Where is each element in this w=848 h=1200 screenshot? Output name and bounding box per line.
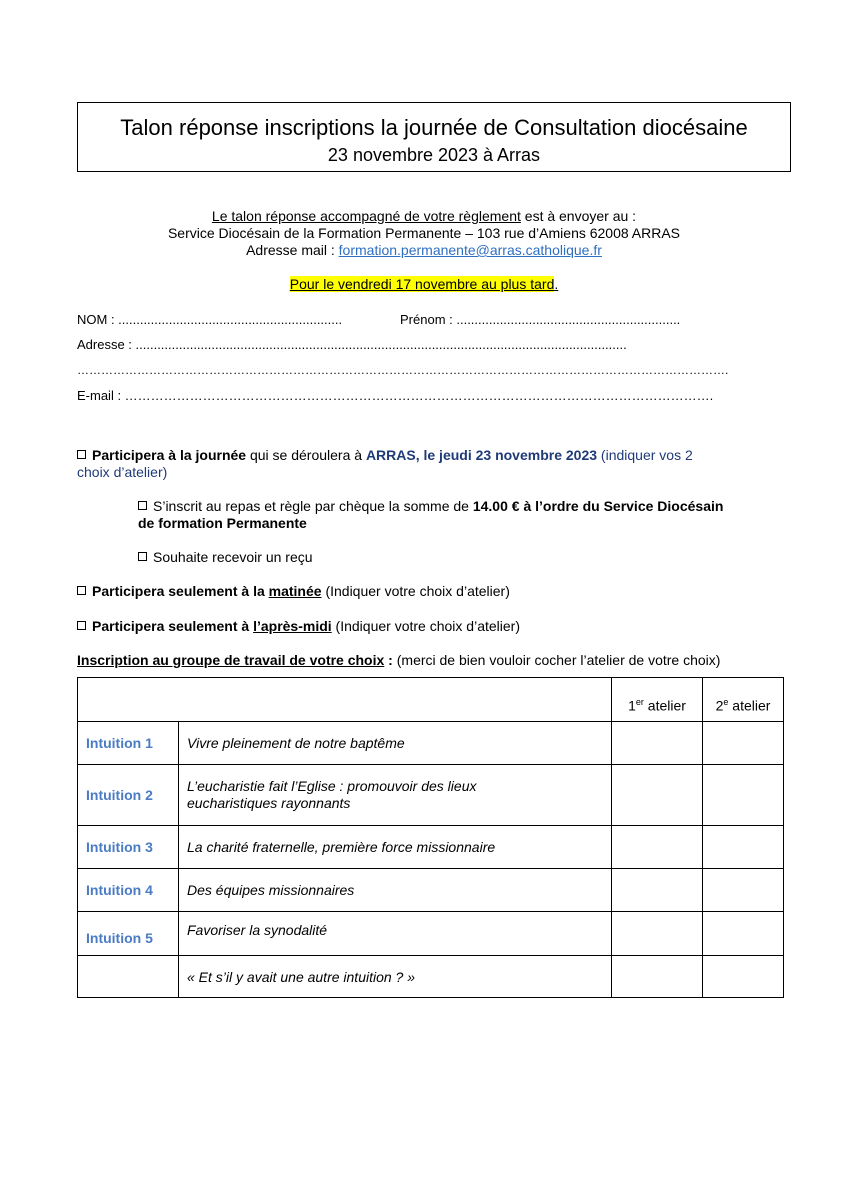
intuition-label: Intuition 3 (78, 826, 179, 869)
mail-line (0, 241, 848, 259)
col-second-atelier (703, 678, 784, 722)
checkbox-morning[interactable] (77, 586, 86, 595)
option-morning-label: Participera seulement à la (92, 583, 269, 599)
second-atelier-cell[interactable] (703, 722, 784, 765)
intuition-label (78, 956, 179, 998)
second-atelier-cell[interactable] (703, 912, 784, 956)
group-heading-colon: : (384, 652, 393, 668)
second-atelier-cell[interactable] (703, 956, 784, 998)
option-morning-underlined: matinée (268, 583, 322, 599)
intuition-theme: Vivre pleinement de notre baptême (179, 722, 612, 765)
table-row (78, 765, 784, 826)
group-heading-note: (merci de bien vouloir cocher l’atelier de votre choix) (392, 652, 721, 668)
first-atelier-cell[interactable] (612, 912, 703, 956)
nom-field[interactable]: NOM : .............................................................. (77, 312, 343, 327)
option-afternoon-label: Participera seulement à (92, 618, 254, 634)
option-afternoon (77, 618, 520, 635)
checkbox-afternoon[interactable] (77, 621, 86, 630)
option-morning-note: (Indiquer votre choix d’atelier) (321, 583, 510, 599)
intuition-theme: La charité fraternelle, première force missionnaire (179, 826, 612, 869)
intuition-label: Intuition 1 (78, 722, 179, 765)
instructions-lead-underlined: Le talon réponse accompagné de votre règlement (211, 208, 521, 224)
intuition-label: Intuition 4 (78, 869, 179, 912)
intuition-label: Intuition 2 (78, 765, 179, 826)
option-receipt (138, 549, 313, 566)
option-full-day-label: Participera à la journée (92, 447, 247, 463)
table-row (78, 826, 784, 869)
option-full-day-note: (indiquer vos 2 (597, 447, 693, 463)
option-morning (77, 583, 510, 600)
page-subtitle: 23 novembre 2023 à Arras (327, 145, 541, 165)
first-atelier-cell[interactable] (612, 765, 703, 826)
table-row (78, 722, 784, 765)
table-header-empty (78, 678, 612, 722)
option-meal-text: S’inscrit au repas et règle par chèque la somme de (153, 498, 473, 514)
deadline (0, 275, 848, 293)
intuition-theme: Favoriser la synodalité (179, 912, 612, 956)
option-meal (138, 498, 778, 532)
first-atelier-cell[interactable] (612, 956, 703, 998)
deadline-period: . (554, 276, 559, 292)
deadline-text: Pour le vendredi 17 novembre au plus tard (289, 276, 555, 292)
option-full-day (77, 447, 777, 481)
first-atelier-cell[interactable] (612, 869, 703, 912)
option-meal-payee: de formation Permanente (138, 515, 307, 531)
col-first-text: atelier (643, 697, 686, 714)
option-full-day-note-2: choix d’atelier) (77, 464, 168, 480)
option-afternoon-note: (Indiquer votre choix d’atelier) (331, 618, 520, 634)
group-heading (77, 652, 720, 669)
table-row (78, 869, 784, 912)
intuition-theme: Des équipes missionnaires (179, 869, 612, 912)
second-atelier-cell[interactable] (703, 826, 784, 869)
first-atelier-cell[interactable] (612, 826, 703, 869)
page-title: Talon réponse inscriptions la journée de Consultation diocésaine (120, 115, 748, 140)
first-atelier-cell[interactable] (612, 722, 703, 765)
title-box (77, 102, 791, 172)
mail-link[interactable]: formation.permanente@arras.catholique.fr (338, 242, 602, 258)
col-first-atelier (612, 678, 703, 722)
intuition-theme: L’eucharistie fait l’Eglise : promouvoir des lieux eucharistiques rayonnants (179, 765, 612, 826)
col-second-num: 2 (715, 697, 724, 714)
instructions-lead (0, 207, 848, 225)
second-atelier-cell[interactable] (703, 765, 784, 826)
option-full-day-place: ARRAS, le jeudi 23 novembre 2023 (365, 447, 598, 463)
atelier-table (77, 677, 784, 998)
checkbox-receipt[interactable] (138, 552, 147, 561)
table-row (78, 956, 784, 998)
col-second-text: atelier (728, 697, 771, 714)
adresse-field[interactable]: Adresse : ........................................................................................................................................ (77, 337, 627, 352)
option-full-day-text: qui se déroulera à (246, 447, 366, 463)
instructions-lead-rest: est à envoyer au : (520, 208, 637, 224)
group-heading-title: Inscription au groupe de travail de votre choix (77, 652, 385, 668)
table-header-row (78, 678, 784, 722)
col-first-sup: er (635, 697, 644, 708)
intuition-label: Intuition 5 (78, 912, 179, 956)
option-receipt-label: Souhaite recevoir un reçu (153, 549, 313, 565)
option-afternoon-underlined: l’après-midi (253, 618, 332, 634)
address-line: Service Diocésain de la Formation Permanente – 103 rue d’Amiens 62008 ARRAS (167, 225, 681, 241)
table-row (78, 912, 784, 956)
col-first-num: 1 (628, 697, 636, 714)
intuition-theme: « Et s’il y avait une autre intuition ? » (179, 956, 612, 998)
col-second-sup: e (723, 697, 729, 708)
second-atelier-cell[interactable] (703, 869, 784, 912)
checkbox-meal[interactable] (138, 501, 147, 510)
mail-label: Adresse mail : (246, 242, 339, 258)
prenom-field[interactable]: Prénom : .............................................................. (400, 312, 681, 327)
checkbox-full-day[interactable] (77, 450, 86, 459)
email-field[interactable]: E-mail : ………………………………………………………………………………………………………………………. (77, 388, 714, 403)
adresse-field-2[interactable]: ………………………………………………………………………………………………………………………………………………. (77, 363, 729, 377)
option-meal-price: 14.00 € à l’ordre du Service Diocésain (472, 498, 724, 514)
